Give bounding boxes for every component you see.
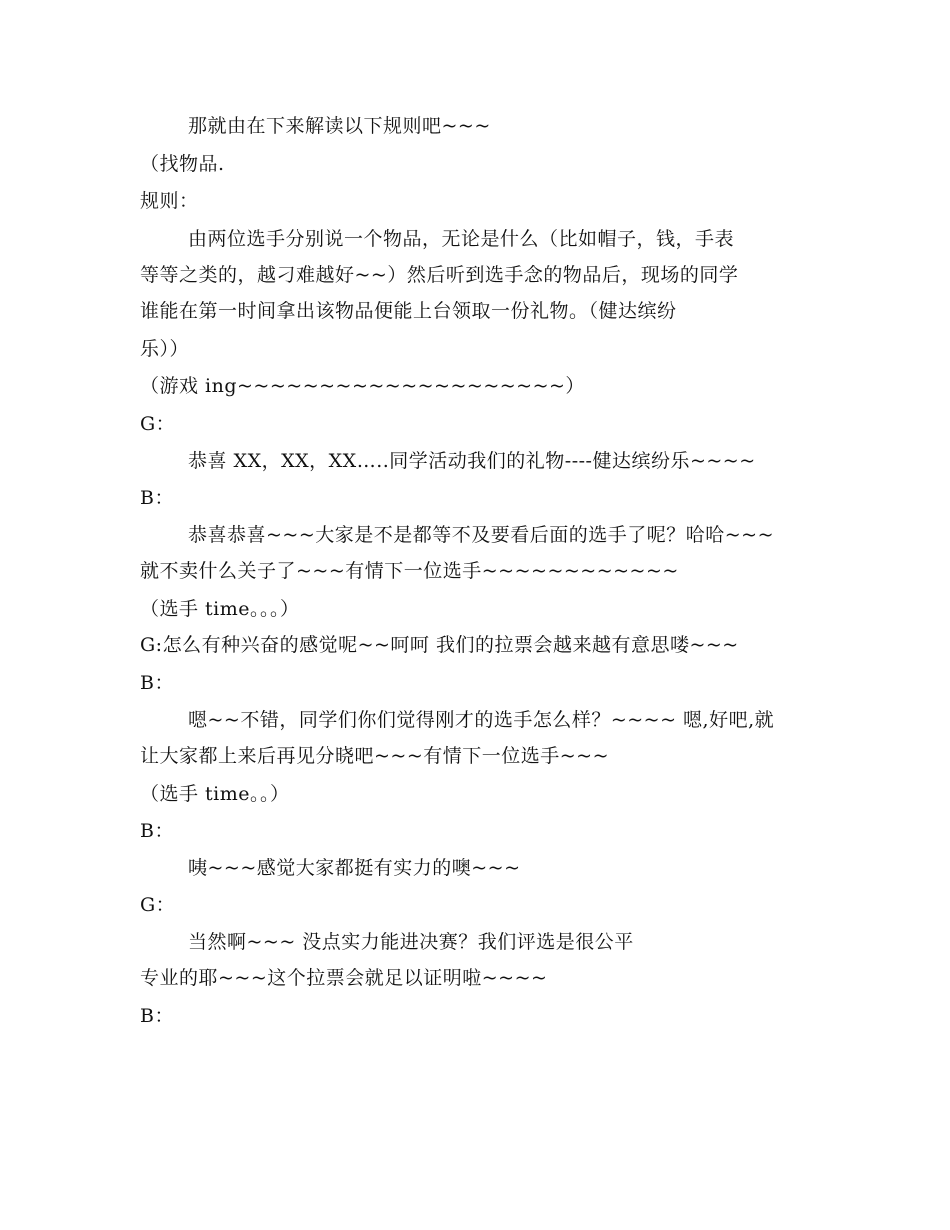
text-line: 恭喜 XX，XX，XX…..同学活动我们的礼物----健达缤纷乐~~~~ bbox=[188, 450, 756, 472]
text-line: 由两位选手分别说一个物品，无论是什么（比如帽子，钱，手表 bbox=[188, 228, 735, 250]
text-line: G:怎么有种兴奋的感觉呢~~呵呵 我们的拉票会越来越有意思喽~~~ bbox=[140, 634, 739, 656]
speaker-label: G： bbox=[140, 413, 176, 435]
speaker-label: G： bbox=[140, 894, 176, 916]
text-line: 专业的耶~~~这个拉票会就足以证明啦~~~~ bbox=[140, 967, 548, 989]
text-line: （游戏 ing~~~~~~~~~~~~~~~~~~~~） bbox=[140, 375, 585, 397]
speaker-label: B： bbox=[140, 672, 174, 694]
text-line: 谁能在第一时间拿出该物品便能上台领取一份礼物。（健达缤纷 bbox=[140, 300, 677, 322]
text-line: （选手 time。。） bbox=[140, 783, 290, 805]
speaker-label: B： bbox=[140, 820, 174, 842]
text-line: 当然啊~~~ 没点实力能进决赛？我们评选是很公平 bbox=[188, 931, 634, 953]
text-line: （选手 time。。。） bbox=[140, 598, 300, 620]
text-line: 那就由在下来解读以下规则吧~~~ bbox=[188, 115, 491, 137]
text-line: 咦~~~感觉大家都挺有实力的噢~~~ bbox=[188, 857, 521, 879]
text-line: 就不卖什么关子了~~~有情下一位选手~~~~~~~~~~~~ bbox=[140, 560, 679, 582]
text-line: 乐）） bbox=[140, 338, 190, 360]
speaker-label: B： bbox=[140, 1005, 174, 1027]
text-line: 嗯~~不错，同学们你们觉得刚才的选手怎么样？~~~~ 嗯,好吧,就 bbox=[188, 709, 775, 731]
text-line: 恭喜恭喜~~~大家是不是都等不及要看后面的选手了呢？哈哈~~~ bbox=[188, 524, 775, 546]
text-line: 等等之类的，越刁难越好~~）然后听到选手念的物品后，现场的同学 bbox=[140, 264, 739, 286]
text-line: （找物品. bbox=[140, 153, 225, 175]
text-line: 规则： bbox=[140, 190, 199, 212]
text-line: 让大家都上来后再见分晓吧~~~有情下一位选手~~~ bbox=[140, 745, 610, 767]
speaker-label: B： bbox=[140, 487, 174, 509]
